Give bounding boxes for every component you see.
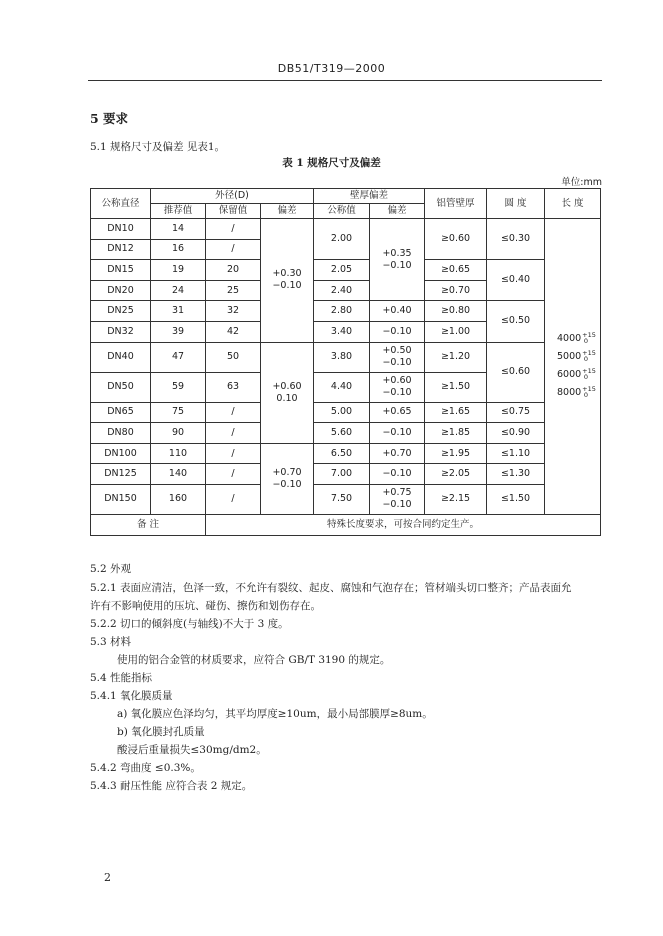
cell-al-wall: ≥1.65 bbox=[425, 402, 487, 423]
cell-dn: DN12 bbox=[91, 239, 151, 260]
header-wall-deviation: 偏差 bbox=[370, 204, 425, 219]
cell-dn: DN80 bbox=[91, 423, 151, 444]
cell-wall-deviation: −0.10 bbox=[370, 423, 425, 444]
cell-dn: DN65 bbox=[91, 402, 151, 423]
cell-al-wall: ≥1.95 bbox=[425, 443, 487, 464]
cell-roundness: ≤0.50 bbox=[487, 301, 545, 342]
cell-reserved: 63 bbox=[206, 372, 261, 402]
cell-wall-deviation bbox=[370, 342, 425, 372]
cell-recommended: 16 bbox=[151, 239, 206, 260]
cell-wall-nominal: 5.00 bbox=[314, 402, 370, 423]
document-header-code: DB51/T319—2000 bbox=[277, 62, 386, 75]
cell-wall-nominal: 3.80 bbox=[314, 342, 370, 372]
cell-recommended: 75 bbox=[151, 402, 206, 423]
cell-length bbox=[545, 219, 601, 515]
cell-al-wall: ≥1.85 bbox=[425, 423, 487, 444]
cell-wall-deviation bbox=[370, 219, 425, 301]
wall-deviation-lower: −0.10 bbox=[382, 387, 412, 399]
cell-al-wall: ≥0.60 bbox=[425, 219, 487, 260]
header-wall: 壁厚偏差 bbox=[314, 189, 425, 204]
wall-deviation-lower: −0.10 bbox=[382, 259, 412, 271]
header-length: 长 度 bbox=[545, 189, 601, 219]
cell-al-wall: ≥0.80 bbox=[425, 301, 487, 322]
od-deviation-upper: +0.60 bbox=[272, 380, 302, 392]
cell-wall-nominal: 5.60 bbox=[314, 423, 370, 444]
od-deviation-lower: −0.10 bbox=[272, 280, 302, 292]
cell-dn: DN10 bbox=[91, 219, 151, 240]
clause-5-2-heading: 5.2 外观 bbox=[90, 563, 132, 575]
clause-5-4-1-b: b) 氧化膜封孔质量 bbox=[117, 726, 205, 738]
cell-recommended: 110 bbox=[151, 443, 206, 464]
header-od: 外径(D) bbox=[151, 189, 314, 204]
clause-5-2-1-line1: 5.2.1 表面应清洁，色泽一致，不允许有裂纹、起皮、腐蚀和气泡存在；管材端头切口整齐；产品表面允 bbox=[90, 582, 572, 594]
cell-recommended: 24 bbox=[151, 280, 206, 301]
od-deviation-lower: −0.10 bbox=[272, 478, 302, 490]
cell-wall-deviation: −0.10 bbox=[370, 464, 425, 485]
cell-reserved: / bbox=[206, 464, 261, 485]
clause-5-4-1-b-text: 酸浸后重量损失≤30mg/dm2。 bbox=[117, 744, 267, 756]
header-roundness: 圆 度 bbox=[487, 189, 545, 219]
length-value: $4000^{+15}_0$ bbox=[556, 331, 596, 346]
header-al-wall: 铝管壁厚 bbox=[425, 189, 487, 219]
cell-reserved: 42 bbox=[206, 321, 261, 342]
cell-wall-deviation: +0.65 bbox=[370, 402, 425, 423]
cell-wall-nominal: 3.40 bbox=[314, 321, 370, 342]
header-rule bbox=[88, 80, 602, 81]
cell-dn: DN150 bbox=[91, 484, 151, 514]
clause-5-4-2: 5.4.2 弯曲度 ≤0.3%。 bbox=[90, 762, 201, 774]
cell-reserved: / bbox=[206, 239, 261, 260]
cell-dn: DN40 bbox=[91, 342, 151, 372]
cell-recommended: 160 bbox=[151, 484, 206, 514]
wall-deviation-upper: +0.50 bbox=[382, 345, 412, 357]
clause-5-2-1-line2: 许有不影响使用的压坑、碰伤、擦伤和划伤存在。 bbox=[90, 600, 321, 612]
cell-roundness: ≤1.30 bbox=[487, 464, 545, 485]
cell-recommended: 14 bbox=[151, 219, 206, 240]
page-number: 2 bbox=[104, 871, 111, 884]
length-value: $5000^{+15}_0$ bbox=[556, 349, 596, 364]
clause-5-3-heading: 5.3 材料 bbox=[90, 636, 132, 648]
wall-deviation-upper: +0.60 bbox=[382, 375, 412, 387]
cell-al-wall: ≥1.20 bbox=[425, 342, 487, 372]
wall-deviation-upper: +0.35 bbox=[382, 247, 412, 259]
length-value: $8000^{+15}_0$ bbox=[556, 385, 596, 400]
cell-al-wall: ≥0.70 bbox=[425, 280, 487, 301]
cell-wall-nominal: 2.40 bbox=[314, 280, 370, 301]
clause-5-4-1-a: a) 氧化膜应色泽均匀，其平均厚度≥10um，最小局部膜厚≥8um。 bbox=[117, 708, 433, 720]
cell-recommended: 59 bbox=[151, 372, 206, 402]
cell-reserved: / bbox=[206, 402, 261, 423]
cell-wall-nominal: 7.00 bbox=[314, 464, 370, 485]
cell-recommended: 19 bbox=[151, 260, 206, 281]
cell-recommended: 47 bbox=[151, 342, 206, 372]
od-deviation-upper: +0.30 bbox=[272, 268, 302, 280]
cell-od-deviation bbox=[261, 342, 314, 443]
cell-roundness: ≤1.10 bbox=[487, 443, 545, 464]
cell-recommended: 90 bbox=[151, 423, 206, 444]
cell-dn: DN125 bbox=[91, 464, 151, 485]
table-1-unit: 单位:mm bbox=[561, 177, 602, 188]
table-1 bbox=[90, 188, 601, 536]
header-nominal: 公称直径 bbox=[91, 189, 151, 219]
cell-wall-nominal: 4.40 bbox=[314, 372, 370, 402]
cell-od-deviation bbox=[261, 443, 314, 514]
cell-reserved: 20 bbox=[206, 260, 261, 281]
cell-dn: DN100 bbox=[91, 443, 151, 464]
cell-wall-nominal: 2.80 bbox=[314, 301, 370, 322]
cell-reserved: / bbox=[206, 484, 261, 514]
clause-5-2-2: 5.2.2 切口的倾斜度(与轴线)不大于 3 度。 bbox=[90, 618, 289, 630]
cell-reserved: 50 bbox=[206, 342, 261, 372]
cell-roundness: ≤0.40 bbox=[487, 260, 545, 301]
clause-5-4-1: 5.4.1 氧化膜质量 bbox=[90, 690, 173, 702]
cell-roundness: ≤0.60 bbox=[487, 342, 545, 402]
wall-deviation-upper: +0.75 bbox=[382, 487, 412, 499]
od-deviation-lower: 0.10 bbox=[276, 392, 298, 404]
cell-wall-deviation: +0.70 bbox=[370, 443, 425, 464]
cell-recommended: 39 bbox=[151, 321, 206, 342]
cell-dn: DN15 bbox=[91, 260, 151, 281]
cell-dn: DN20 bbox=[91, 280, 151, 301]
od-deviation-upper: +0.70 bbox=[272, 466, 302, 478]
cell-wall-nominal: 2.05 bbox=[314, 260, 370, 281]
table-1-caption: 表 1 规格尺寸及偏差 bbox=[282, 157, 381, 169]
cell-wall-deviation: −0.10 bbox=[370, 321, 425, 342]
header-reserved: 保留值 bbox=[206, 204, 261, 219]
cell-wall-deviation bbox=[370, 372, 425, 402]
section-5-heading: 5 要求 bbox=[90, 111, 129, 126]
cell-al-wall: ≥0.65 bbox=[425, 260, 487, 281]
wall-deviation-lower: −0.10 bbox=[382, 499, 412, 511]
cell-wall-deviation: +0.40 bbox=[370, 301, 425, 322]
cell-dn: DN32 bbox=[91, 321, 151, 342]
cell-dn: DN25 bbox=[91, 301, 151, 322]
cell-roundness: ≤0.30 bbox=[487, 219, 545, 260]
cell-reserved: 32 bbox=[206, 301, 261, 322]
clause-5-1: 5.1 规格尺寸及偏差 见表1。 bbox=[90, 141, 226, 153]
wall-deviation-lower: −0.10 bbox=[382, 357, 412, 369]
header-wall-nominal: 公称值 bbox=[314, 204, 370, 219]
cell-al-wall: ≥1.00 bbox=[425, 321, 487, 342]
clause-5-4-heading: 5.4 性能指标 bbox=[90, 672, 153, 684]
cell-reserved: / bbox=[206, 219, 261, 240]
cell-od-deviation bbox=[261, 219, 314, 343]
cell-wall-nominal: 6.50 bbox=[314, 443, 370, 464]
cell-roundness: ≤1.50 bbox=[487, 484, 545, 514]
cell-recommended: 31 bbox=[151, 301, 206, 322]
note-text: 特殊长度要求，可按合同约定生产。 bbox=[206, 514, 601, 535]
cell-wall-nominal: 7.50 bbox=[314, 484, 370, 514]
cell-al-wall: ≥2.05 bbox=[425, 464, 487, 485]
header-od-deviation: 偏差 bbox=[261, 204, 314, 219]
length-value: $6000^{+15}_0$ bbox=[556, 367, 596, 382]
cell-reserved: / bbox=[206, 443, 261, 464]
cell-wall-nominal: 2.00 bbox=[314, 219, 370, 260]
cell-reserved: / bbox=[206, 423, 261, 444]
cell-reserved: 25 bbox=[206, 280, 261, 301]
cell-al-wall: ≥2.15 bbox=[425, 484, 487, 514]
cell-roundness: ≤0.75 bbox=[487, 402, 545, 423]
cell-roundness: ≤0.90 bbox=[487, 423, 545, 444]
clause-5-4-3: 5.4.3 耐压性能 应符合表 2 规定。 bbox=[90, 780, 253, 792]
cell-al-wall: ≥1.50 bbox=[425, 372, 487, 402]
header-recommended: 推荐值 bbox=[151, 204, 206, 219]
cell-dn: DN50 bbox=[91, 372, 151, 402]
cell-wall-deviation bbox=[370, 484, 425, 514]
clause-5-3-text: 使用的铝合金管的材质要求，应符合 GB/T 3190 的规定。 bbox=[117, 654, 391, 666]
cell-recommended: 140 bbox=[151, 464, 206, 485]
note-label: 备 注 bbox=[91, 514, 206, 535]
